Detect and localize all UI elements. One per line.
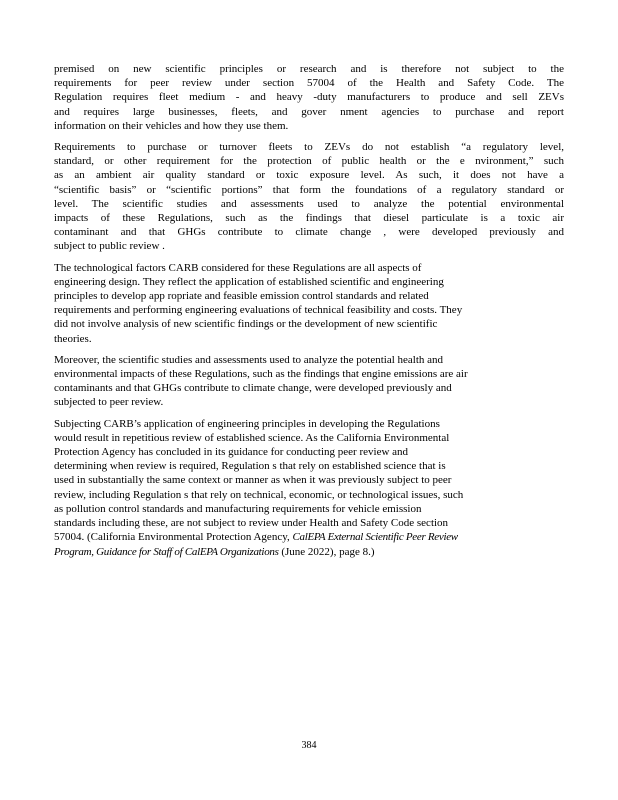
text-line: premised on new scientific principles or research and is therefore not subject to the bbox=[54, 63, 564, 75]
text-line: as an ambient air quality standard or toxic exposure level. As such, it does not have a bbox=[54, 169, 564, 182]
text-line: Requirements to purchase or turnover fleets to ZEVs do not establish “a regulatory level, bbox=[54, 141, 564, 154]
text-line: “scientific basis” or “scientific portions” that form the foundations of a regulatory standard or bbox=[54, 183, 564, 196]
citation-line bbox=[54, 545, 564, 559]
text-line: contaminant and that GHGs contribute to climate change , were developed previously and bbox=[54, 226, 564, 239]
text-line: Moreover, the scientific studies and assessments used to analyze the potential health and bbox=[54, 353, 444, 366]
paragraph-1 bbox=[54, 62, 564, 133]
text-line: level. The scientific studies and assessments used to analyze the potential environmental bbox=[54, 197, 564, 210]
text-line: impacts of these Regulations, such as the findings that diesel particulate is a toxic air bbox=[54, 212, 564, 225]
text-line: engineering design. They reflect the application of established scientific and engineering bbox=[54, 275, 444, 288]
paragraph-4 bbox=[54, 353, 564, 410]
text-line: determining when review is required, Regulation s that rely on established science that is bbox=[54, 460, 446, 473]
text-line: review, including Regulation s that rely on technical, economic, or technological issues, such bbox=[54, 488, 464, 501]
text-line: and requires large businesses, fleets, and gover nment agencies to purchase and report bbox=[54, 105, 564, 118]
citation-prefix: 57004. (California Environmental Protection Agency, bbox=[54, 531, 290, 544]
text-line: did not involve analysis of new scientific findings or the development of new scientific bbox=[54, 318, 438, 331]
text-line: subjected to peer review. bbox=[54, 396, 164, 409]
text-line: The technological factors CARB considered for these Regulations are all aspects of bbox=[54, 261, 422, 274]
text-line: Subjecting CARB’s application of engineering principles in developing the Regulations bbox=[54, 417, 440, 430]
text-line: standard, or other requirement for the protection of public health or the e nvironment,” such bbox=[54, 155, 564, 168]
text-line: environmental impacts of these Regulations, such as the findings that engine emissions are air bbox=[54, 368, 468, 381]
text-line: information on their vehicles and how they use them. bbox=[54, 119, 289, 132]
text-line: standards including these, are not subject to review under Health and Safety Code section bbox=[54, 517, 449, 530]
text-line: theories. bbox=[54, 332, 92, 345]
citation-title-continued: Program, Guidance for Staff of CalEPA Organizations bbox=[54, 545, 279, 558]
document-body bbox=[54, 62, 564, 566]
page-number: 384 bbox=[301, 740, 317, 751]
text-line: used in substantially the same context or manner as when it was previously subject to peer bbox=[54, 474, 452, 487]
text-line: Protection Agency has concluded in its guidance for conducting peer review and bbox=[54, 446, 409, 459]
citation-title: CalEPA External Scientific Peer Review bbox=[292, 531, 458, 544]
text-line: subject to public review . bbox=[54, 240, 165, 253]
paragraph-2 bbox=[54, 140, 564, 254]
text-line: requirements for peer review under section 57004 of the Health and Safety Code. The bbox=[54, 77, 564, 90]
paragraph-3 bbox=[54, 261, 564, 346]
paragraph-5 bbox=[54, 417, 564, 559]
text-line: as pollution control standards and manufacturing requirements for vehicle emission bbox=[54, 502, 422, 515]
text-line: requirements and performing engineering evaluations of technical feasibility and costs. They bbox=[54, 304, 463, 317]
citation-suffix: (June 2022), page 8.) bbox=[281, 545, 375, 558]
text-line: principles to develop app ropriate and feasible emission control standards and related bbox=[54, 290, 429, 303]
text-line: Regulation requires fleet medium - and heavy -duty manufacturers to produce and sell ZEVs bbox=[54, 91, 564, 104]
text-line: contaminants and that GHGs contribute to climate change, were developed previously and bbox=[54, 382, 452, 395]
text-line: would result in repetitious review of established science. As the California Environmental bbox=[54, 431, 450, 444]
citation-line bbox=[54, 530, 564, 544]
